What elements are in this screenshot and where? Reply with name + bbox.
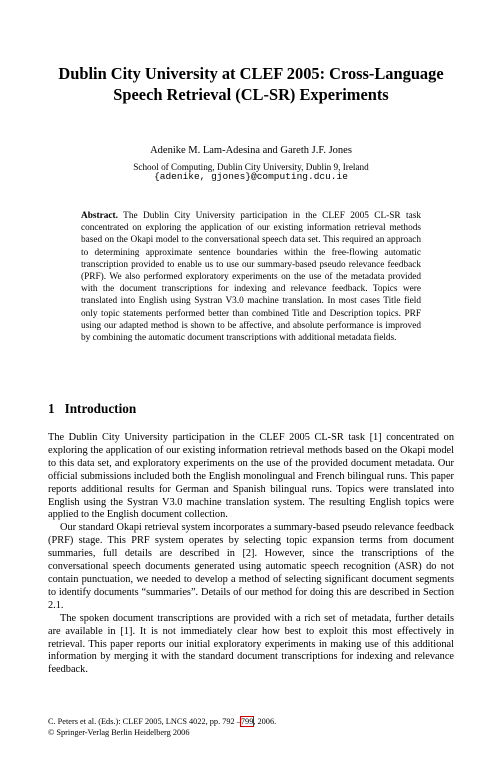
section-heading bbox=[48, 400, 458, 417]
abstract-label: Abstract. bbox=[81, 211, 118, 221]
copyright-line: © Springer-Verlag Berlin Heidelberg 2006 bbox=[48, 728, 190, 737]
citation-line bbox=[48, 716, 458, 727]
body-paragraph: The spoken document transcriptions are provided with a rich set of metadata, further details are available in [1]. It is not immediately clear how best to exploit this most effectively in retrieval. This paper reports our initial exploratory experiments in making use of this additional information by merging it with the standard document transcriptions for indexing and relevance feedback. bbox=[48, 612, 454, 676]
section-body bbox=[48, 432, 454, 677]
citation-page-link[interactable]: 799 bbox=[240, 717, 254, 726]
section-title: Introduction bbox=[64, 401, 137, 416]
body-paragraph: The Dublin City University participation in the CLEF 2005 CL-SR task [1] concentrated on exploring the application of our existing information retrieval methods based on the Okapi model to this data set, and exploratory experiments on the use of the provided document metadata. Our official submissions included both the English monolingual and French bilingual runs. This paper reports additional results for German and Spanish bilingual runs. Topics were translated into English using the Systran V3.0 machine translation system. The resulting English topics were applied to the English document collection. bbox=[48, 432, 454, 521]
citation-suffix: , 2006. bbox=[253, 717, 277, 726]
citation-prefix: C. Peters et al. (Eds.): CLEF 2005, LNCS 4022, pp. 792 – bbox=[48, 717, 241, 726]
paper-title: Dublin City University at CLEF 2005: Cross-Language Speech Retrieval (CL-SR) Experiments bbox=[58, 64, 444, 104]
section-number: 1 bbox=[48, 401, 55, 416]
page-footer bbox=[48, 716, 458, 738]
affiliation: School of Computing, Dublin City University, Dublin 9, Ireland bbox=[133, 162, 369, 172]
abstract-text: The Dublin City University participation in the CLEF 2005 CL-SR task concentrated on exploring the application of our existing information retrieval methods based on the Okapi model to the conversational speech data set. This required an approach to determining approximate sentence boundaries within the free-flowing automatic transcription provided to enable us to use our summary-based pseudo relevance feedback (PRF). We also performed exploratory experiments on the use of the metadata provided with the document transcriptions for indexing and relevance feedback. Topics were translated into English using Systran V3.0 machine translation. In most cases Title field only topic statements performed better than combined Title and Description topics. PRF using our adapted method is shown to be affective, and absolute performance is improved by combining the automatic document transcriptions with additional metadata fields. bbox=[81, 211, 421, 344]
author-email: {adenike, gjones}@computing.dcu.ie bbox=[154, 171, 348, 182]
abstract bbox=[81, 210, 421, 344]
author-list: Adenike M. Lam-Adesina and Gareth J.F. Jones bbox=[150, 145, 352, 156]
body-paragraph: Our standard Okapi retrieval system incorporates a summary-based pseudo relevance feedback (PRF) stage. This PRF system operates by selecting topic expansion terms from document summaries, full details are described in [2]. However, since the transcriptions of the conversational speech documents generated using automatic speech recognition (ASR) do not contain punctuation, we needed to develop a method of selecting significant document segments to identify documents “summaries”. Details of our method for doing this are described in Section 2.1. bbox=[48, 522, 454, 611]
